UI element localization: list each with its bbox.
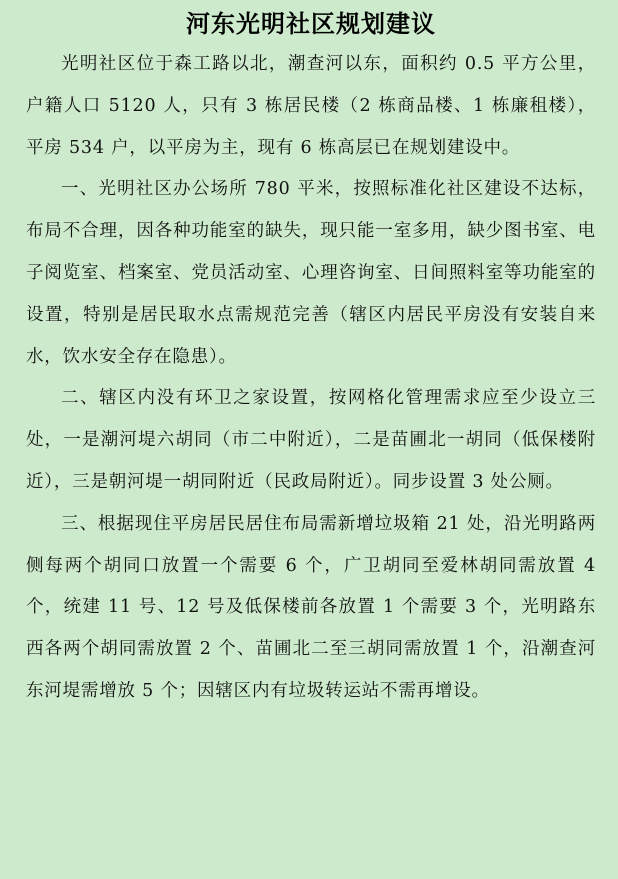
paragraph-sanitation-station: 二、辖区内没有环卫之家设置，按网格化管理需求应至少设立三处，一是潮河堤六胡同（市二中附近），二是苗圃北一胡同（低保楼附近），三是朝河堤一胡同附近（民政局附近）。同步设置 3 处公厕。 <box>26 388 596 492</box>
paragraph-garbage-bins: 三、根据现住平房居民居住布局需新增垃圾箱 21 处，沿光明路两侧每两个胡同口放置一个需要 6 个，广卫胡同至爱林胡同需放置 4 个，统建 11 号、12 号及低保楼前各放置 1 个需要 3 个，光明路东西各两个胡同需放置 2 个、苗圃北二至三胡同需放置 1 个，沿潮查河东河堤需增放 5 个；因辖区内有垃圾转运站不需再增设。 <box>26 513 596 701</box>
paragraph-office-space: 一、光明社区办公场所 780 平米，按照标准化社区建设不达标，布局不合理，因各种功能室的缺失，现只能一室多用，缺少图书室、电子阅览室、档案室、党员活动室、心理咨询室、日间照料室等功能室的设置，特别是居民取水点需规范完善（辖区内居民平房没有安装自来水，饮水安全存在隐患）。 <box>26 179 596 367</box>
document-title: 河东光明社区规划建议 <box>186 10 436 38</box>
paragraph-intro: 光明社区位于森工路以北，潮查河以东，面积约 0.5 平方公里，户籍人口 5120 人，只有 3 栋居民楼（2 栋商品楼、1 栋廉租楼），平房 534 户，以平房为主，现有 6 栋高层已在规划建设中。 <box>26 54 596 158</box>
